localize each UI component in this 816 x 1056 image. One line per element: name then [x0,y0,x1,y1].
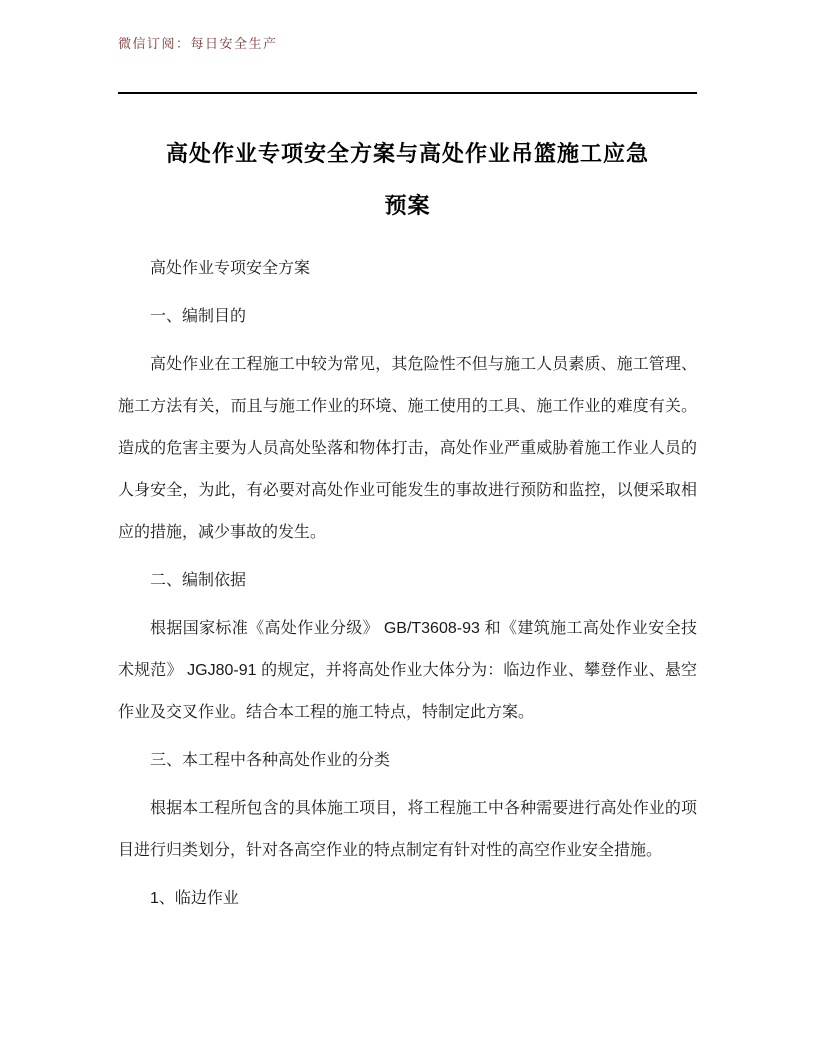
document-body [118,248,697,920]
section-paragraphs [118,344,697,554]
sections [118,296,697,920]
section-paragraph: 根据本工程所包含的具体施工项目，将工程施工中各种需要进行高处作业的项目进行归类划分，针对各高空作业的特点制定有针对性的高空作业安全措施。 [118,800,697,859]
section-heading: 二、编制依据 [150,572,247,589]
section-paragraphs [118,788,697,872]
document-subtitle: 高处作业专项安全方案 [150,260,311,277]
header-subscription-text: 微信订阅：每日安全生产 [118,36,278,51]
document-section [118,560,697,734]
document-section [118,296,697,554]
section-paragraph: 高处作业在工程施工中较为常见，其危险性不但与施工人员素质、施工管理、施工方法有关，而且与施工作业的环境、施工使用的工具、施工作业的难度有关。造成的危害主要为人员高处坠落和物体打击，高处作业严重威胁着施工作业人员的人身安全，为此，有必要对高处作业可能发生的事故进行预防和监控，以便采取相应的措施，减少事故的发生。 [118,356,697,541]
section-heading: 一、编制目的 [150,308,247,325]
document-section [118,740,697,872]
section-paragraph: 根据国家标准《高处作业分级》 GB/T3608-93 和《建筑施工高处作业安全技术规范》 JGJ80-91 的规定，并将高处作业大体分为：临边作业、攀登作业、悬空作业及交叉作业。结合本工程的施工特点，特制定此方案。 [118,620,697,721]
document-title-line2: 预案 [384,193,431,218]
section-heading: 三、本工程中各种高处作业的分类 [150,752,391,769]
section-heading: 1、临边作业 [150,890,239,907]
document-section [118,878,697,920]
document-title [118,128,697,232]
document-title-line1: 高处作业专项安全方案与高处作业吊篮施工应急 [165,141,649,166]
header-divider [118,92,697,94]
section-paragraphs [118,608,697,734]
